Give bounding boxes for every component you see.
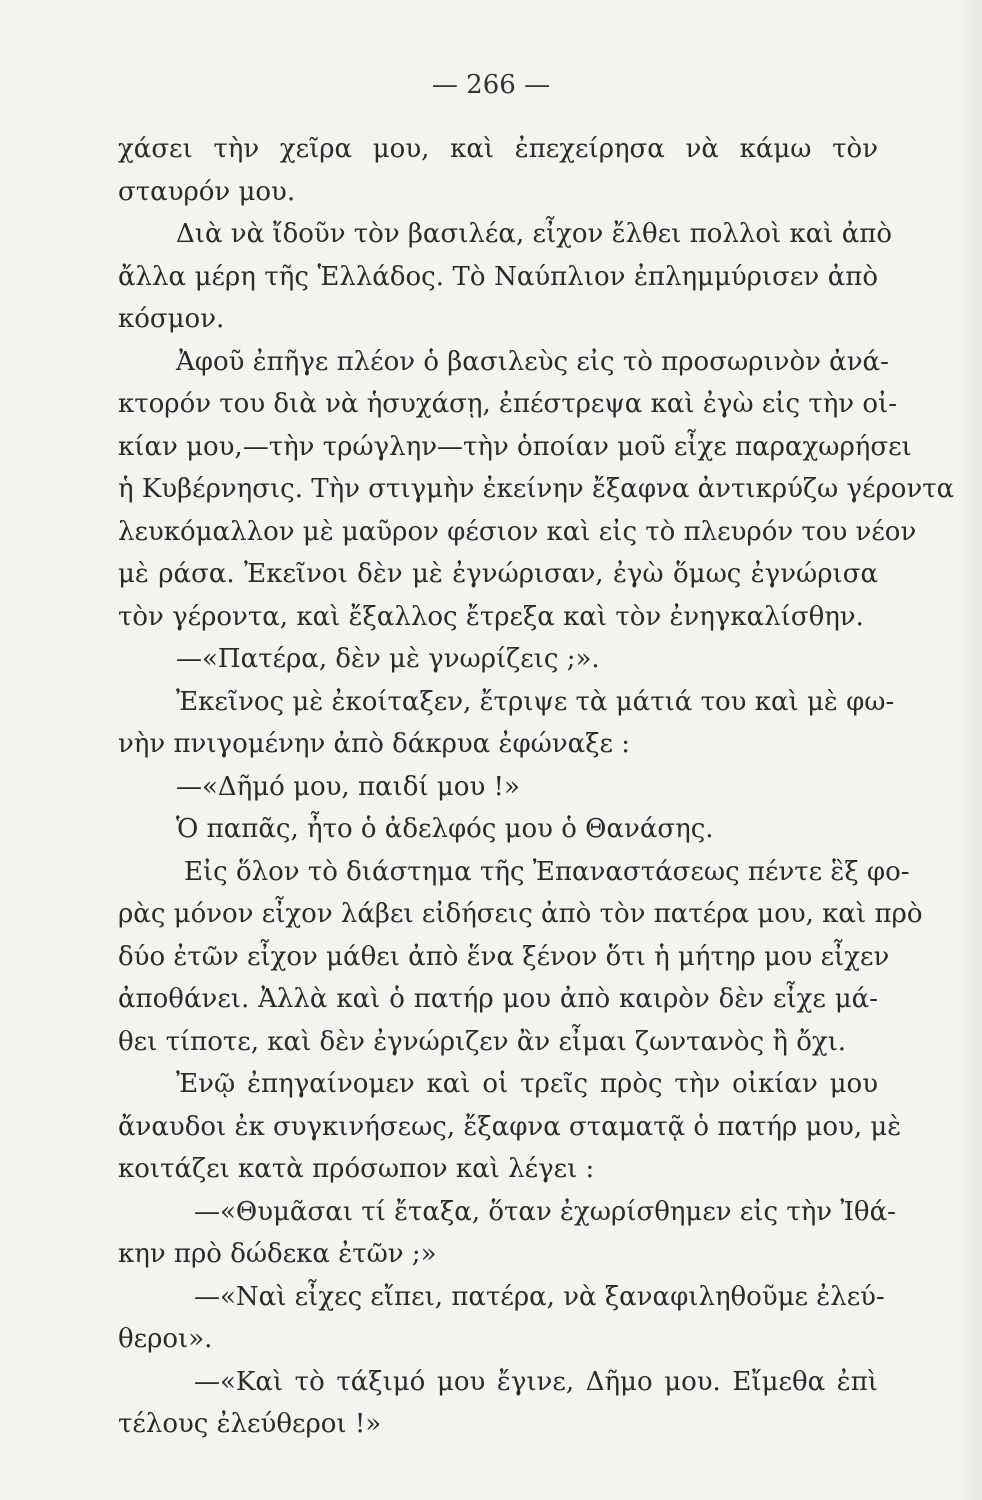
text-line: —«Θυμᾶσαι τί ἔταξα, ὅταν ἐχωρίσθημεν εἰς τὴν Ἰθά-	[194, 1196, 896, 1227]
text-line: κτορόν του διὰ νὰ ἡσυχάσῃ, ἐπέστρεψα καὶ ἐγὼ εἰς τὴν οἰ-	[118, 389, 897, 419]
text-line: ἀποθάνει. Ἀλλὰ καὶ ὁ πατήρ μου ἀπὸ καιρὸν δὲν εἶχε μά-	[118, 984, 878, 1014]
text-line: θει τίποτε, καὶ δὲν ἐγνώριζεν ἂν εἶμαι ζωντανὸς ἢ ὄχι.	[118, 1026, 847, 1057]
text-line: ρὰς μόνον εἶχον λάβει εἰδήσεις ἀπὸ τὸν πατέρα μου, καὶ πρὸ	[118, 899, 923, 929]
page-number: — 266 —	[431, 70, 551, 100]
text-line: Ἀφοῦ ἐπῆγε πλέον ὁ βασιλεὺς εἰς τὸ προσωρινὸν ἀνά-	[176, 346, 889, 377]
text-line: —«Πατέρα, δὲν μὲ γνωρίζεις ;».	[176, 644, 600, 674]
text-line: χάσει τὴν χεῖρα μου, καὶ ἐπεχείρησα νὰ κάμω τὸν	[118, 134, 878, 164]
text-line: —«Ναὶ εἶχες εἴπει, πατέρα, νὰ ξαναφιληθοῦμε ἐλεύ-	[194, 1281, 885, 1312]
text-line: —«Δῆμό μου, παιδί μου !»	[176, 771, 520, 802]
text-line: κίαν μου,—τὴν τρώγλην—τὴν ὁποίαν μοῦ εἶχε παραχωρήσει	[118, 431, 912, 462]
text-line: λευκόμαλλον μὲ μαῦρον φέσιον καὶ εἰς τὸ πλευρόν του νέον	[118, 516, 917, 547]
text-line: σταυρόν μου.	[118, 176, 296, 207]
text-line: κην πρὸ δώδεκα ἐτῶν ;»	[118, 1239, 437, 1269]
text-line: κοιτάζει κατὰ πρόσωπον καὶ λέγει :	[118, 1154, 595, 1184]
text-line: Ἐκεῖνος μὲ ἐκοίταξεν, ἔτριψε τὰ μάτιά του καὶ μὲ φω-	[176, 686, 895, 717]
text-line: Εἰς ὅλον τὸ διάστημα τῆς Ἐπαναστάσεως πέντε ἓξ φο-	[184, 856, 910, 887]
text-line: κόσμον.	[118, 304, 225, 334]
text-line: Ἐνῷ ἐπηγαίνομεν καὶ οἱ τρεῖς πρὸς τὴν οἰκίαν μου	[176, 1069, 878, 1099]
page-edge-shadow	[954, 0, 982, 1500]
text-line: ἡ Κυβέρνησις. Τὴν στιγμὴν ἐκείνην ἔξαφνα ἀντικρύζω γέροντα	[118, 474, 955, 504]
text-line: τέλους ἐλεύθεροι !»	[118, 1409, 382, 1439]
text-line: δύο ἐτῶν εἶχον μάθει ἀπὸ ἕνα ξένον ὅτι ἡ μήτηρ μου εἶχεν	[118, 941, 890, 972]
text-line: νὴν πνιγομένην ἀπὸ δάκρυα ἐφώναξε :	[118, 729, 631, 759]
text-line: —«Καὶ τὸ τάξιμό μου ἔγινε, Δῆμο μου. Εἴμεθα ἐπὶ	[194, 1366, 878, 1397]
body-text	[118, 128, 955, 1446]
text-line: τὸν γέροντα, καὶ ἔξαλλος ἔτρεξα καὶ τὸν ἐνηγκαλίσθην.	[118, 601, 864, 632]
text-line: Διὰ νὰ ἴδοῦν τὸν βασιλέα, εἶχον ἔλθει πολλοὶ καὶ ἀπὸ	[176, 219, 893, 249]
text-line: ἄλλα μέρη τῆς Ἑλλάδος. Τὸ Ναύπλιον ἐπλημμύρισεν ἀπὸ	[118, 261, 878, 292]
text-line: θεροι».	[118, 1324, 213, 1354]
text-line: μὲ ράσα. Ἐκεῖνοι δὲν μὲ ἐγνώρισαν, ἐγὼ ὅμως ἐγνώρισα	[118, 559, 878, 589]
text-line: Ὁ παπᾶς, ἦτο ὁ ἀδελφός μου ὁ Θανάσης.	[176, 814, 714, 844]
text-line: ἄναυδοι ἐκ συγκινήσεως, ἔξαφνα σταματᾷ ὁ πατήρ μου, μὲ	[118, 1111, 902, 1142]
